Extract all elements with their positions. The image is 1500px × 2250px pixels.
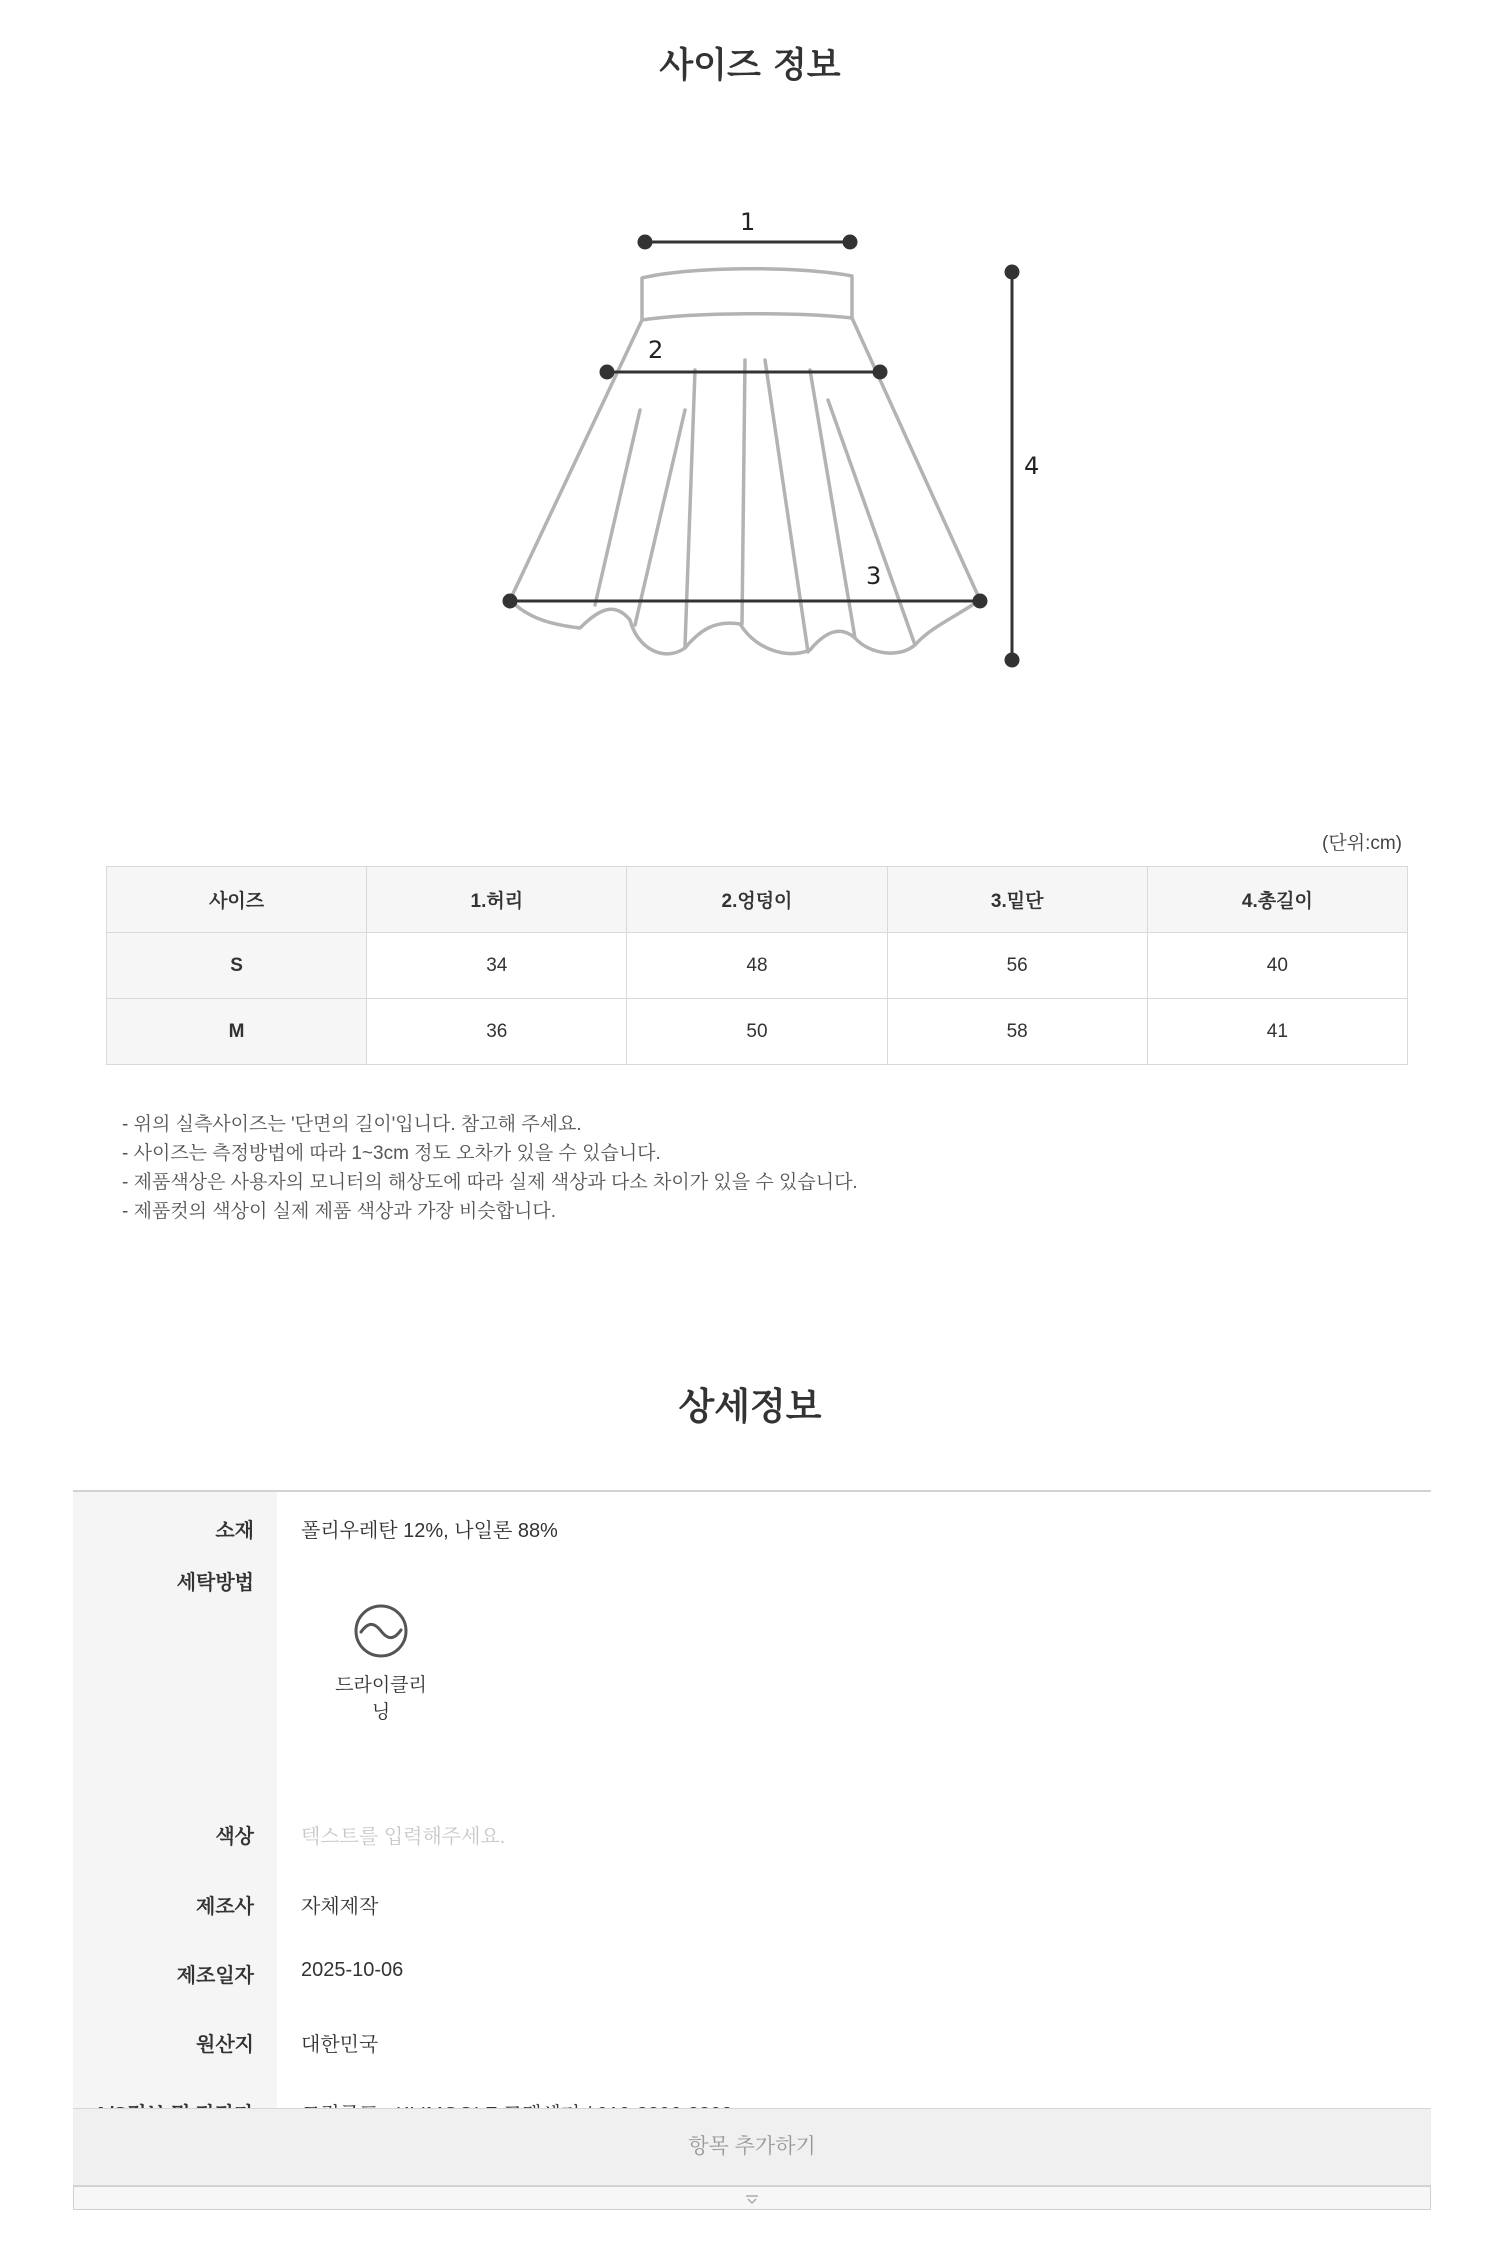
detail-label: 색상 — [73, 1802, 277, 1872]
table-cell: 58 — [887, 999, 1147, 1065]
header-total-length: 4.총길이 — [1147, 867, 1407, 933]
add-item-button[interactable]: 항목 추가하기 — [73, 2108, 1431, 2186]
washing-caption: 드라이클리닝 — [335, 1675, 427, 1723]
table-row — [107, 933, 1408, 999]
maker-value: 자체제작 — [301, 1896, 379, 1918]
origin-value: 대한민국 — [301, 2034, 379, 2056]
detail-label: 제조사 — [73, 1872, 277, 1942]
table-cell: 34 — [367, 933, 627, 999]
size-table-header-row — [107, 867, 1408, 933]
table-row — [107, 999, 1408, 1065]
diagram-label-2: 2 — [648, 336, 664, 364]
washing-method-item — [331, 1602, 431, 1724]
detail-label: 소재 — [73, 1492, 277, 1562]
dry-cleaning-icon — [352, 1602, 410, 1660]
diagram-label-3: 3 — [866, 562, 882, 590]
header-hem: 3.밑단 — [887, 867, 1147, 933]
note-item: - 제품색상은 사용자의 모니터의 해상도에 따라 실제 색상과 다소 차이가 있을 수 있습니다. — [122, 1172, 858, 1193]
note-item: - 위의 실측사이즈는 '단면의 길이'입니다. 참고해 주세요. — [122, 1114, 582, 1135]
detail-row-origin — [73, 2012, 1431, 2082]
table-cell: S — [107, 933, 367, 999]
chevron-down-icon — [743, 2193, 761, 2205]
detail-row-maker — [73, 1872, 1431, 1942]
table-cell: 36 — [367, 999, 627, 1065]
table-cell: M — [107, 999, 367, 1065]
header-waist: 1.허리 — [367, 867, 627, 933]
note-item: - 사이즈는 측정방법에 따라 1~3cm 정도 오차가 있을 수 있습니다. — [122, 1143, 661, 1164]
detail-label: 원산지 — [73, 2012, 277, 2082]
detail-row-color — [73, 1802, 1431, 1872]
detail-row-date — [73, 1942, 1431, 2012]
skirt-outline — [510, 269, 980, 654]
unit-label: (단위:cm) — [1322, 833, 1402, 854]
detail-info-title: 상세정보 — [678, 1385, 822, 1428]
material-value: 폴리우레탄 12%, 나일론 88% — [301, 1520, 558, 1542]
color-input[interactable]: 텍스트를 입력해주세요. — [301, 1826, 506, 1848]
detail-label: 세탁방법 — [73, 1562, 277, 1802]
diagram-label-4: 4 — [1024, 452, 1040, 480]
header-size: 사이즈 — [107, 867, 367, 933]
expand-toggle[interactable] — [73, 2186, 1431, 2210]
diagram-label-1: 1 — [740, 208, 756, 236]
date-value: 2025-10-06 — [301, 1959, 404, 1981]
note-item: - 제품컷의 색상이 실제 제품 색상과 가장 비슷합니다. — [122, 1201, 556, 1222]
detail-row-material — [73, 1492, 1431, 1562]
washing-value — [277, 1562, 1431, 1802]
size-info-title: 사이즈 정보 — [659, 46, 841, 86]
skirt-measurement-diagram — [480, 200, 1060, 680]
detail-row-washing — [73, 1562, 1431, 1802]
table-cell: 41 — [1147, 999, 1407, 1065]
size-table — [106, 866, 1408, 1065]
detail-table — [73, 1490, 1431, 2152]
table-cell: 50 — [627, 999, 887, 1065]
detail-label: 제조일자 — [73, 1942, 277, 2012]
table-cell: 56 — [887, 933, 1147, 999]
size-notes — [122, 1110, 858, 1226]
table-cell: 48 — [627, 933, 887, 999]
header-hip: 2.엉덩이 — [627, 867, 887, 933]
table-cell: 40 — [1147, 933, 1407, 999]
